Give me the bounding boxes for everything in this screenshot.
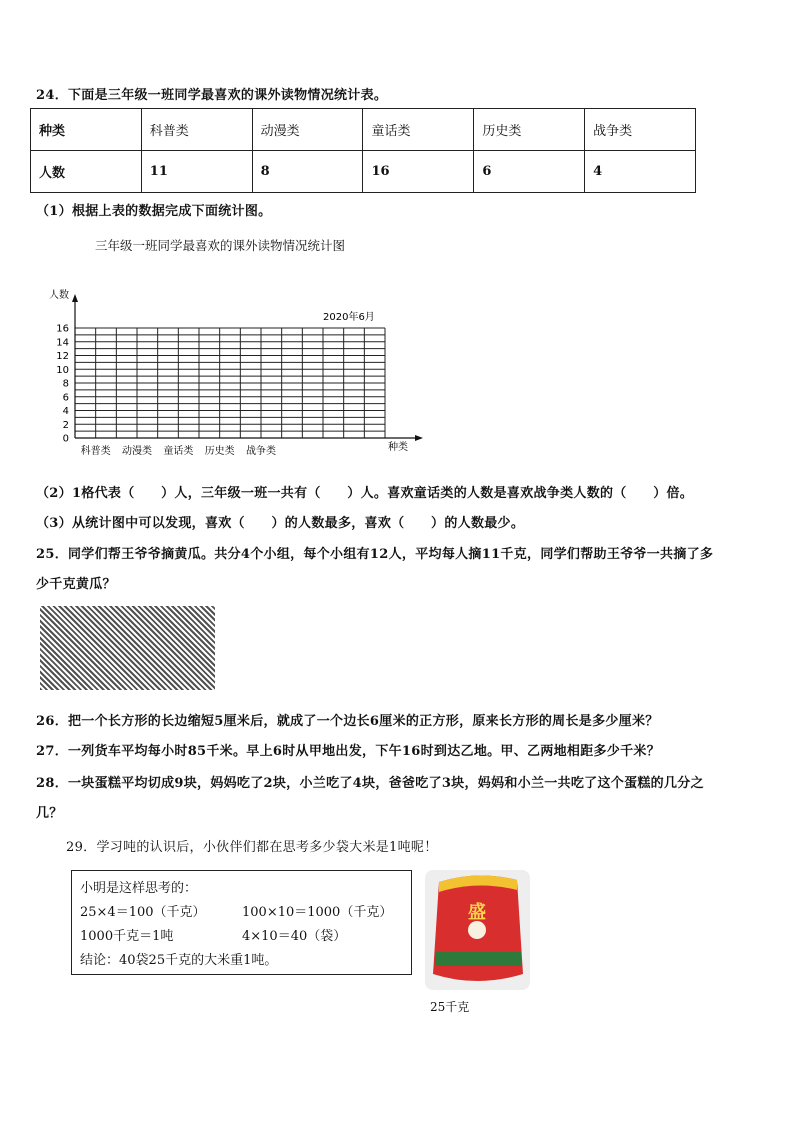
- y-tick-label: 4: [62, 406, 69, 417]
- box-calc-1: 25×4＝100（千克）: [80, 905, 206, 920]
- table-cell: 11: [141, 151, 252, 193]
- box-calc-4: 4×10＝40（袋）: [242, 929, 347, 944]
- table-row: [31, 109, 696, 151]
- x-tick-label: 科普类: [80, 446, 111, 457]
- y-tick-label: 6: [62, 392, 69, 404]
- q28-line2: 几？: [36, 806, 63, 821]
- table-header-cell: 历史类: [474, 109, 585, 151]
- y-tick-label: 16: [56, 323, 69, 335]
- x-tick-label: 战争类: [246, 446, 276, 457]
- table-header-cell: 战争类: [585, 109, 696, 151]
- x-tick-label: 童话类: [163, 446, 194, 457]
- rice-bag-caption: 25千克: [430, 1000, 470, 1014]
- q25-line2: 少千克黄瓜？: [36, 577, 116, 592]
- q24-part3: （3）从统计图中可以发现，喜欢（ ）的人数最多，喜欢（ ）的人数最少。: [36, 516, 525, 531]
- table-header-cell: 童话类: [363, 109, 474, 151]
- q26-text: 26．把一个长方形的长边缩短5厘米后，就成了一个边长6厘米的正方形，原来长方形的周长是多少厘米？: [36, 714, 659, 729]
- y-tick-label: 14: [56, 337, 69, 349]
- table-header-cell: 科普类: [141, 109, 252, 151]
- table-cell: 6: [474, 151, 585, 193]
- table-row: [31, 151, 696, 193]
- y-tick-label: 0: [62, 433, 69, 445]
- x-tick-label: 动漫类: [122, 446, 152, 457]
- q29-title: 29．学习吨的认识后，小伙伴们都在思考多少袋大米是1吨呢！: [66, 840, 438, 855]
- chart-date-label: 2020年6月: [323, 312, 375, 323]
- y-tick-label: 10: [56, 364, 69, 376]
- q24-part1: （1）根据上表的数据完成下面统计图。: [36, 204, 272, 219]
- table-cell: 4: [585, 151, 696, 193]
- box-calc-3: 1000千克＝1吨: [80, 929, 174, 944]
- table-cell: 8: [252, 151, 363, 193]
- x-tick-label: 历史类: [204, 446, 235, 457]
- table-header-cell: 动漫类: [252, 109, 363, 151]
- y-tick-label: 2: [62, 419, 69, 431]
- x-axis-arrow: [415, 435, 423, 441]
- students-picking-photo: [40, 606, 215, 690]
- table-cell: 人数: [31, 151, 142, 193]
- table-header-cell: 种类: [31, 109, 142, 151]
- box-calc-2: 100×10＝1000（千克）: [242, 905, 393, 920]
- rice-bag-icon: [425, 870, 530, 990]
- y-axis-label: 人数: [49, 290, 69, 301]
- box-conclusion: 结论：40袋25千克的大米重1吨。: [80, 953, 278, 968]
- y-tick-label: 8: [62, 378, 69, 390]
- reading-stats-table: [30, 108, 696, 193]
- y-tick-label: 12: [56, 351, 69, 362]
- rice-bag-brand: 盛: [468, 902, 486, 923]
- y-axis-arrow: [72, 294, 78, 302]
- table-cell: 16: [363, 151, 474, 193]
- q24-title: 24．下面是三年级一班同学最喜欢的课外读物情况统计表。: [36, 88, 388, 103]
- bar-chart-grid[interactable]: [40, 280, 440, 465]
- q27-text: 27．一列货车平均每小时85千米。早上6时从甲地出发，下午16时到达乙地。甲、乙两地相距多少千米？: [36, 744, 661, 759]
- q25-line1: 25．同学们帮王爷爷摘黄瓜。共分4个小组，每个小组有12人，平均每人摘11千克，同学们帮助王爷爷一共摘了多: [36, 547, 714, 562]
- rice-bag-photo: [425, 870, 530, 990]
- q24-part2: （2）1格代表（ ）人，三年级一班一共有（ ）人。喜欢童话类的人数是喜欢战争类人数的（ ）倍。: [36, 486, 694, 501]
- box-intro: 小明是这样思考的：: [80, 881, 198, 896]
- x-axis-label: 种类: [388, 442, 408, 453]
- chart-title: 三年级一班同学最喜欢的课外读物情况统计图: [95, 238, 346, 253]
- xiaoming-thinking-box: [71, 870, 412, 975]
- q28-line1: 28．一块蛋糕平均切成9块，妈妈吃了2块，小兰吃了4块，爸爸吃了3块，妈妈和小兰一共吃了这个蛋糕的几分之: [36, 776, 704, 791]
